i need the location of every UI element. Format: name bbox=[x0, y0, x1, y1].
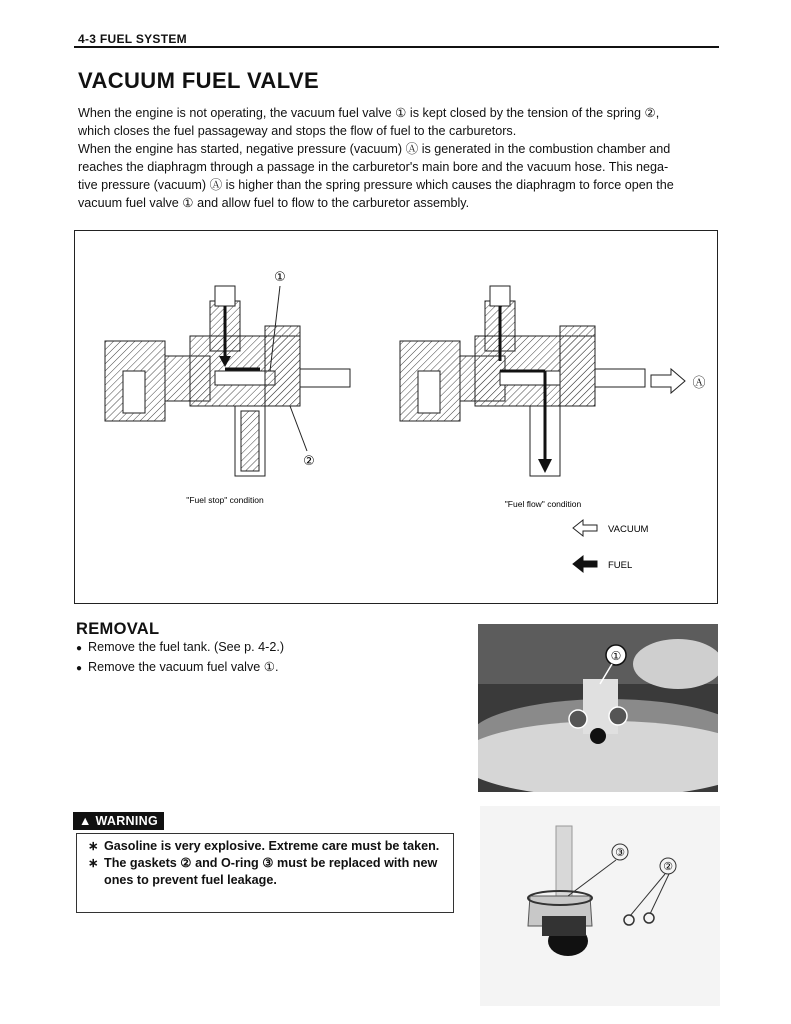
warning-label: WARNING bbox=[95, 814, 158, 828]
list-item bbox=[88, 855, 448, 889]
warning-badge bbox=[73, 812, 164, 830]
warning-items bbox=[88, 838, 448, 889]
caption-fuel-stop: "Fuel stop" condition bbox=[186, 495, 264, 505]
removal-heading: REMOVAL bbox=[76, 620, 160, 638]
valve-location-photo bbox=[478, 624, 718, 792]
caption-fuel-flow: "Fuel flow" condition bbox=[504, 499, 582, 509]
intro-line: vacuum fuel valve ① and allow fuel to flow to the carburetor assembly. bbox=[78, 196, 470, 210]
list-item bbox=[88, 838, 448, 855]
callout-2: ② bbox=[303, 454, 315, 469]
warning-text: Gasoline is very explosive. Extreme care must be taken. bbox=[104, 839, 440, 853]
fuel-stop-valve-drawing bbox=[105, 286, 350, 476]
removal-steps bbox=[76, 638, 284, 678]
warning-triangle-icon: ▲ bbox=[79, 814, 96, 828]
asterisk-bullet: ∗ bbox=[88, 856, 99, 870]
warning-text: The gaskets ② and O-ring ③ must be replaced with new ones to prevent fuel leakage. bbox=[104, 856, 438, 887]
page-header: 4-3 FUEL SYSTEM bbox=[78, 32, 187, 46]
photo-callout-2: ② bbox=[663, 860, 673, 873]
legend-vacuum-label: VACUUM bbox=[608, 524, 649, 535]
valve-diagram bbox=[75, 231, 719, 605]
intro-line: tive pressure (vacuum) Ⓐ is higher than the spring pressure which causes the diaphragm to force open the bbox=[78, 178, 674, 192]
intro-paragraph bbox=[78, 104, 723, 212]
intro-line: which closes the fuel passageway and stops the flow of fuel to the carburetors. bbox=[78, 124, 517, 138]
fuel-arrow-icon bbox=[573, 556, 597, 572]
legend-fuel-label: FUEL bbox=[608, 560, 633, 571]
list-item: ● Remove the fuel tank. (See p. 4-2.) bbox=[76, 638, 284, 658]
intro-line: When the engine is not operating, the vacuum fuel valve ① is kept closed by the tension of the spring ②, bbox=[78, 106, 660, 120]
photo-callout-1: ① bbox=[610, 649, 622, 663]
intro-line: reaches the diaphragm through a passage in the carburetor's main bore and the vacuum hose. This nega- bbox=[78, 160, 669, 174]
gasket-oring-photo bbox=[480, 806, 720, 1006]
callout-1: ① bbox=[274, 270, 286, 285]
intro-line: When the engine has started, negative pressure (vacuum) Ⓐ is generated in the combustion chamber and bbox=[78, 142, 671, 156]
fuel-flow-valve-drawing bbox=[400, 286, 685, 476]
valve-diagram-figure bbox=[74, 230, 718, 604]
header-rule bbox=[74, 46, 719, 48]
asterisk-bullet: ∗ bbox=[88, 839, 99, 853]
page-title: VACUUM FUEL VALVE bbox=[78, 68, 320, 93]
list-item: ● Remove the vacuum fuel valve ①. bbox=[76, 658, 284, 678]
callout-a: Ⓐ bbox=[692, 376, 706, 391]
photo-callout-3: ③ bbox=[615, 846, 625, 859]
vacuum-arrow-icon bbox=[573, 520, 597, 536]
